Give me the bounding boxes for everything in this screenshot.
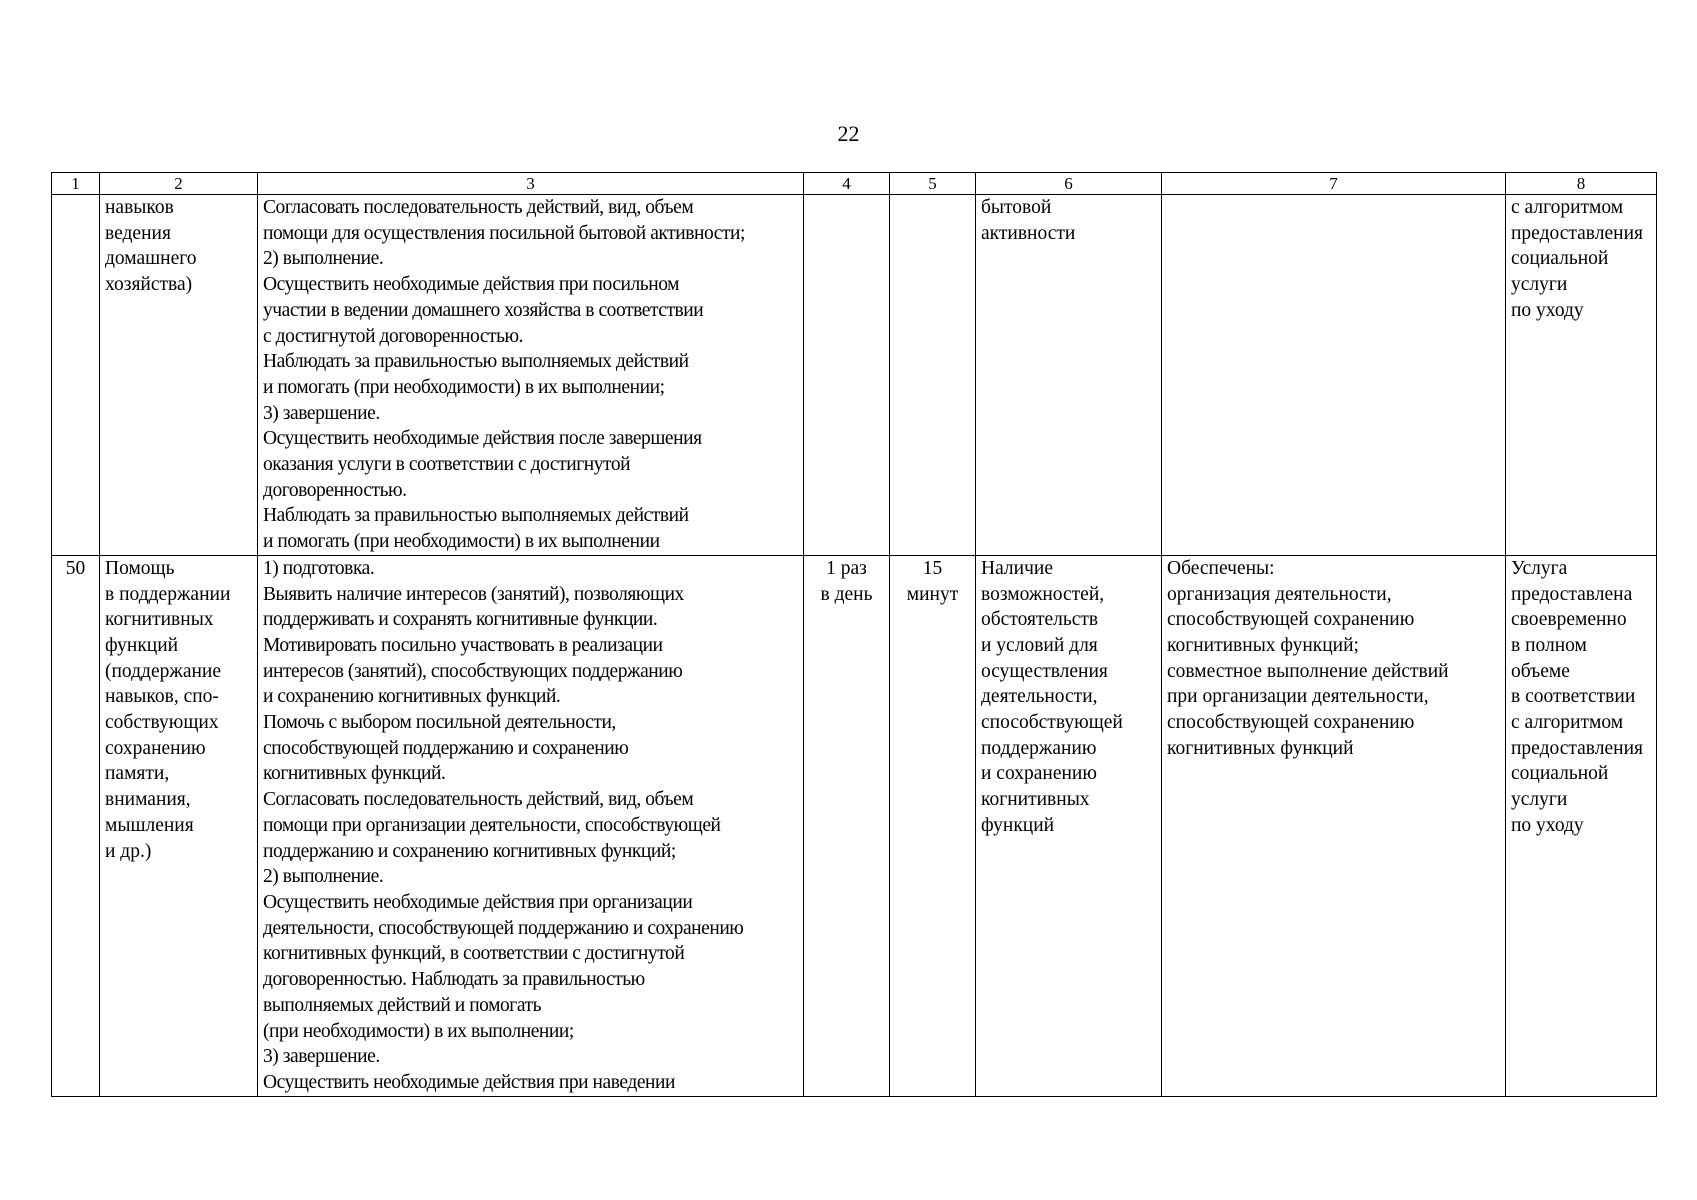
column-header: 6 (976, 173, 1162, 195)
duration-cell: 15 минут (890, 555, 976, 1096)
service-description-cell: Согласовать последовательность действий, вид, объем помощи для осуществления посильной бытовой активности; 2) выполнение. Осуществить необходимые действия при посильном участии в ведении домашнего хозяйства в соответствии с достигнутой договоренностью. Наблюдать за правильностью выполняемых действий и помогать (при необходимости) в их выполнении; 3) завершение. Осуществить необходимые действия после завершения оказания услуги в соответствии с достигнутой договоренностью. Наблюдать за правильностью выполняемых действий и помогать (при необходимости) в их выполнении (258, 195, 804, 556)
result-cell (1162, 195, 1506, 556)
frequency-cell: 1 раз в день (804, 555, 890, 1096)
service-name-cell: навыков ведения домашнего хозяйства) (100, 195, 258, 556)
column-header: 3 (258, 173, 804, 195)
column-header: 4 (804, 173, 890, 195)
result-cell: Обеспечены: организация деятельности, способствующей сохранению когнитивных функций; совместное выполнение действий при организации деятельности, способствующей сохранению когнитивных функций (1162, 555, 1506, 1096)
column-header: 5 (890, 173, 976, 195)
table-row (52, 195, 1657, 556)
column-header: 8 (1506, 173, 1657, 195)
service-description-cell: 1) подготовка. Выявить наличие интересов (занятий), позволяющих поддерживать и сохранять когнитивные функции. Мотивировать посильно участвовать в реализации интересов (занятий), способствующих поддержанию и сохранению когнитивных функций. Помочь с выбором посильной деятельности, способствующей поддержанию и сохранению когнитивных функций. Согласовать последовательность действий, вид, объем помощи при организации деятельности, способствующей поддержанию и сохранению когнитивных функций; 2) выполнение. Осуществить необходимые действия при организации деятельности, способствующей поддержанию и сохранению когнитивных функций, в соответствии с достигнутой договоренностью. Наблюдать за правильностью выполняемых действий и помогать (при необходимости) в их выполнении; 3) завершение. Осуществить необходимые действия при наведении (258, 555, 804, 1096)
column-header: 1 (52, 173, 100, 195)
column-header: 2 (100, 173, 258, 195)
frequency-cell (804, 195, 890, 556)
services-table (51, 172, 1657, 1097)
quality-cell: с алгоритмом предоставления социальной услуги по уходу (1506, 195, 1657, 556)
row-number-cell: 50 (52, 555, 100, 1096)
conditions-cell: Наличие возможностей, обстоятельств и условий для осуществления деятельности, способствующей поддержанию и сохранению когнитивных функций (976, 555, 1162, 1096)
column-header: 7 (1162, 173, 1506, 195)
duration-cell (890, 195, 976, 556)
conditions-cell: бытовой активности (976, 195, 1162, 556)
table-row (52, 555, 1657, 1096)
column-number-row (52, 173, 1657, 195)
service-name-cell: Помощь в поддержании когнитивных функций (поддержание навыков, спо- собствующих сохранению памяти, внимания, мышления и др.) (100, 555, 258, 1096)
row-number-cell (52, 195, 100, 556)
page-number: 22 (837, 121, 860, 146)
quality-cell: Услуга предоставлена своевременно в полном объеме в соответствии с алгоритмом предоставления социальной услуги по уходу (1506, 555, 1657, 1096)
